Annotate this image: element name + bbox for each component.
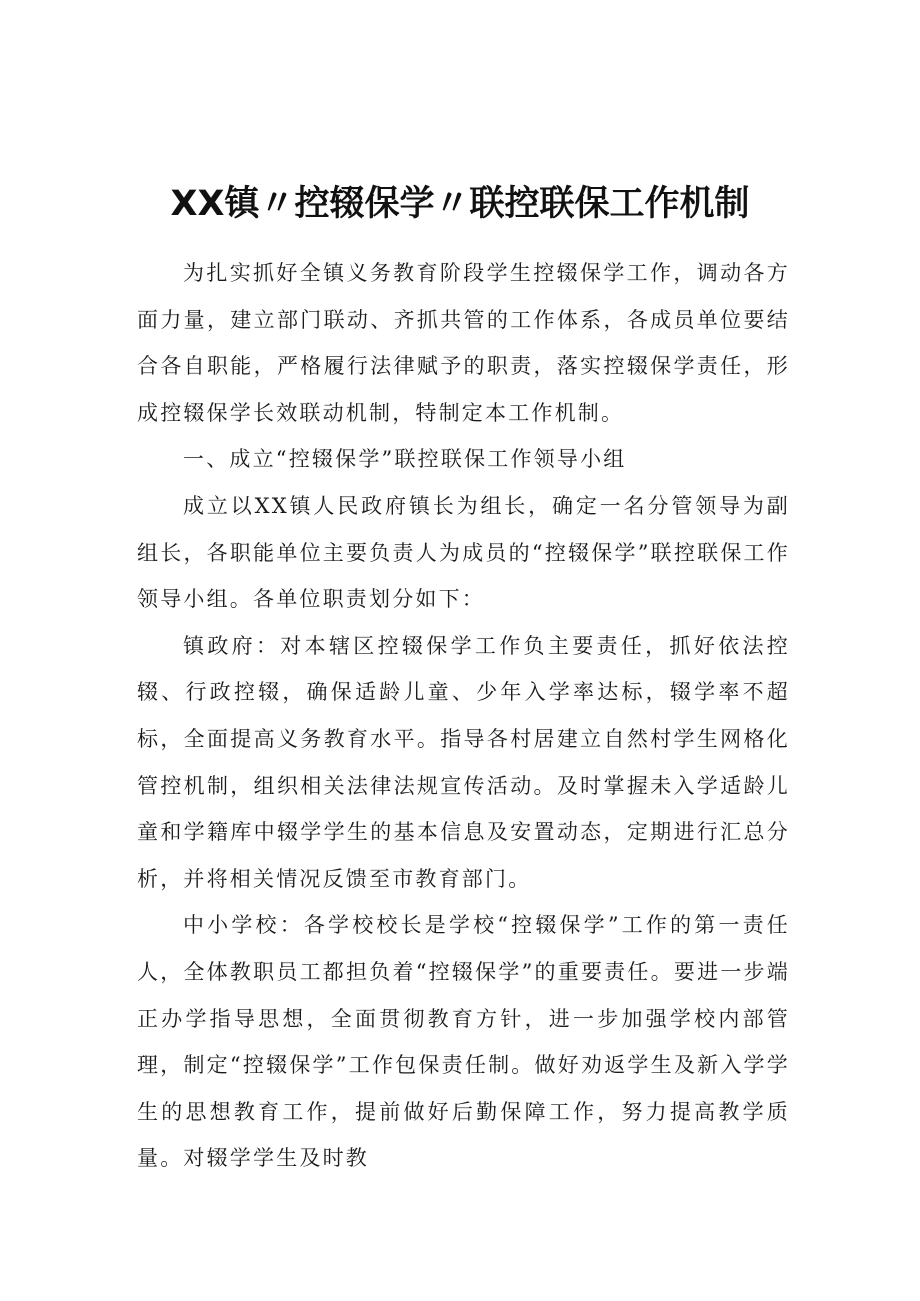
document-title: XX镇〃控辍保学〃联控联保工作机制 (170, 184, 750, 224)
section-1-paragraph: 成立以XX镇人民政府镇长为组长，确定一名分管领导为副组长，各职能单位主要负责人为成员的“控辍保学”联控联保工作领导小组。各单位职责划分如下： (137, 493, 790, 612)
town-government-duties-paragraph: 镇政府：对本辖区控辍保学工作负主要责任，抓好依法控辍、行政控辍，确保适龄儿童、少年入学率达标，辍学率不超标，全面提高义务教育水平。指导各村居建立自然村学生网格化管控机制，组织相关法律法规宣传活动。及时掌握未入学适龄儿童和学籍库中辍学学生的基本信息及安置动态，定期进行汇总分析，并将相关情况反馈至市教育部门。 (137, 633, 790, 891)
schools-duties-paragraph: 中小学校：各学校校长是学校“控辍保学”工作的第一责任人，全体教职员工都担负着“控辍保学”的重要责任。要进一步端正办学指导思想，全面贯彻教育方针，进一步加强学校内部管理，制定“控辍保学”工作包保责任制。做好劝返学生及新入学学生的思想教育工作，提前做好后勤保障工作，努力提高教学质量。对辍学学生及时教 (137, 913, 790, 1171)
section-1-heading: 一、成立“控辍保学”联控联保工作领导小组 (183, 447, 627, 472)
intro-paragraph: 为扎实抓好全镇义务教育阶段学生控辍保学工作，调动各方面力量，建立部门联动、齐抓共管的工作体系，各成员单位要结合各自职能，严格履行法律赋予的职责，落实控辍保学责任，形成控辍保学长效联动机制，特制定本工作机制。 (137, 261, 790, 425)
document-body (137, 250, 790, 1182)
